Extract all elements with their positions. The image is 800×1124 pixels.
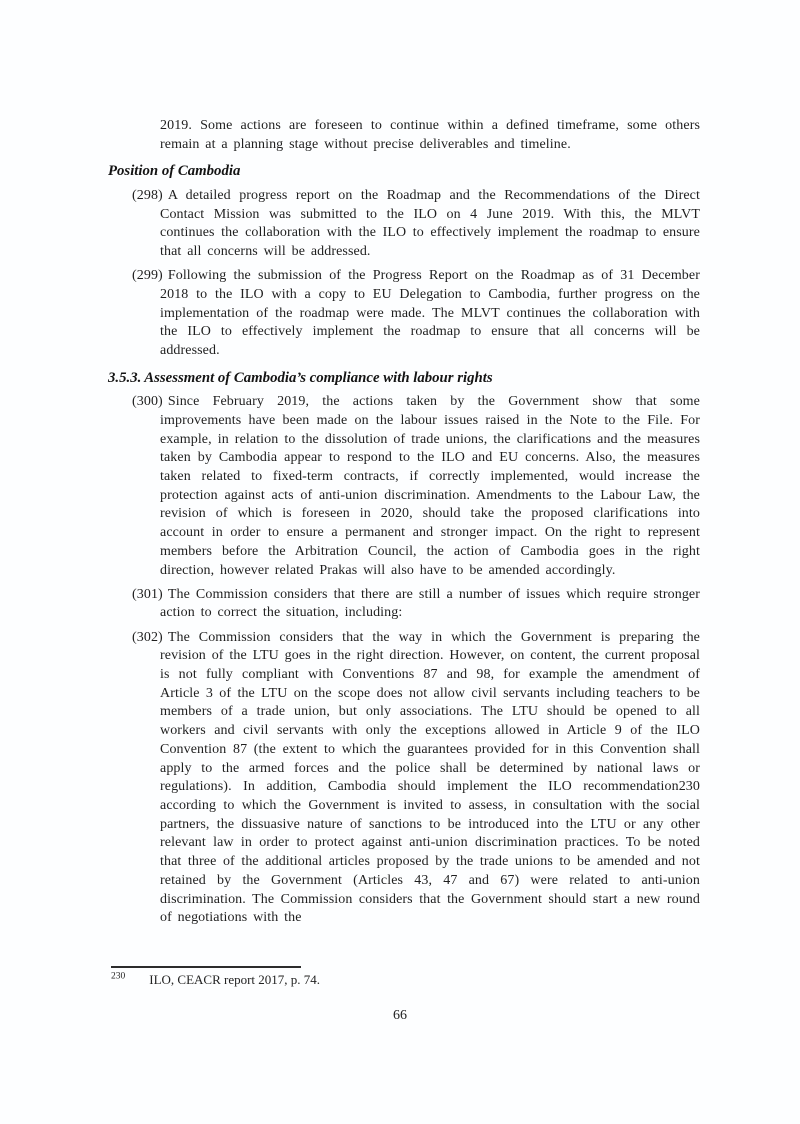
heading-title: Assessment of Cambodia’s compliance with labour rights (144, 369, 493, 386)
paragraph-text: Following the submission of the Progress Report on the Roadmap as of 31 December 2018 to the ILO with a copy to EU Delegation to Cambodia, further progress on the implementation of the roadmap were made. The MLVT continues the collaboration with the ILO to effectively implement the roadmap to ensure that all concerns will be addressed. (160, 268, 700, 359)
footnote-separator (111, 966, 301, 968)
paragraph-text: Since February 2019, the actions taken by the Government show that some improvements have been made on the labour issues raised in the Note to the File. For example, in relation to the dissolution of trade unions, the clarifications and the measures taken by Cambodia appear to respond to the ILO and EU concerns. Also, the measures taken related to fixed-term contracts, if correctly implemented, would increase the protection against acts of anti-union discrimination. Amendments to the Labour Law, the revision of which is foreseen in 2020, should take the proposed clarifications into account in order to ensure a permanent and stronger impact. On the right to represent members before the Arbitration Council, the action of Cambodia goes in the right direction, however related Prakas will also have to be amended accordingly. (160, 394, 700, 578)
footnote-block (111, 966, 320, 988)
paragraph-text: The Commission considers that there are still a number of issues which require stronger action to correct the situation, including: (160, 586, 700, 621)
heading-section-number: 3.5.3. (108, 369, 142, 386)
heading-assessment-of-compliance (108, 368, 700, 388)
paragraph-number: (302) (132, 629, 163, 645)
paragraph-301 (132, 586, 700, 623)
paragraph-302 (132, 629, 700, 928)
paragraph-text: The Commission considers that the way in which the Government is preparing the revision of the LTU goes in the right direction. However, on content, the current proposal is not fully compliant with Conventions 87 and 98, for example the amendment of Article 3 of the LTU on the scope does not allow civil servants including teachers to be members of a trade union, but only associations. The LTU should be opened to all workers and civil servants with only the exceptions allowed in Article 9 of the ILO Convention 87 (the extent to which the guarantees provided for in this Convention shall apply to the armed forces and the police shall be determined by national laws or regulations). In addition, Cambodia should implement the ILO recommendation230 according to which the Government is invited to assess, in consultation with the social partners, the dissuasive nature of sanctions to be introduced into the LTU or any other relevant law in order to protect against anti-union discrimination practices. To be noted that three of the additional articles proposed by the trade unions to be amended and not retained by the Government (Articles 43, 47 and 67) were related to anti-union discrimination. The Commission considers that the Government should start a new round of negotiations with the (160, 629, 700, 926)
footnote-text: ILO, CEACR report 2017, p. 74. (149, 972, 321, 987)
paragraph-298 (132, 187, 700, 262)
page-number: 66 (393, 1008, 407, 1023)
paragraph-number: (301) (132, 586, 163, 602)
footnote-marker: 230 (111, 971, 126, 982)
paragraph-number: (298) (132, 187, 163, 203)
footnote-line (111, 972, 320, 988)
intro-continuation-paragraph: 2019. Some actions are foreseen to continue within a defined timeframe, some others remain at a planning stage without precise deliverables and timeline. (160, 118, 700, 152)
paragraph-number: (299) (132, 268, 163, 284)
paragraph-299 (132, 267, 700, 361)
heading-position-of-cambodia: Position of Cambodia (108, 163, 241, 180)
paragraph-300 (132, 393, 700, 580)
paragraph-number: (300) (132, 394, 163, 410)
paragraph-text: A detailed progress report on the Roadmap and the Recommendations of the Direct Contact Mission was submitted to the ILO on 4 June 2019. With this, the MLVT continues the collaboration with the ILO to effectively implement the roadmap to ensure that all concerns will be addressed. (160, 187, 700, 260)
